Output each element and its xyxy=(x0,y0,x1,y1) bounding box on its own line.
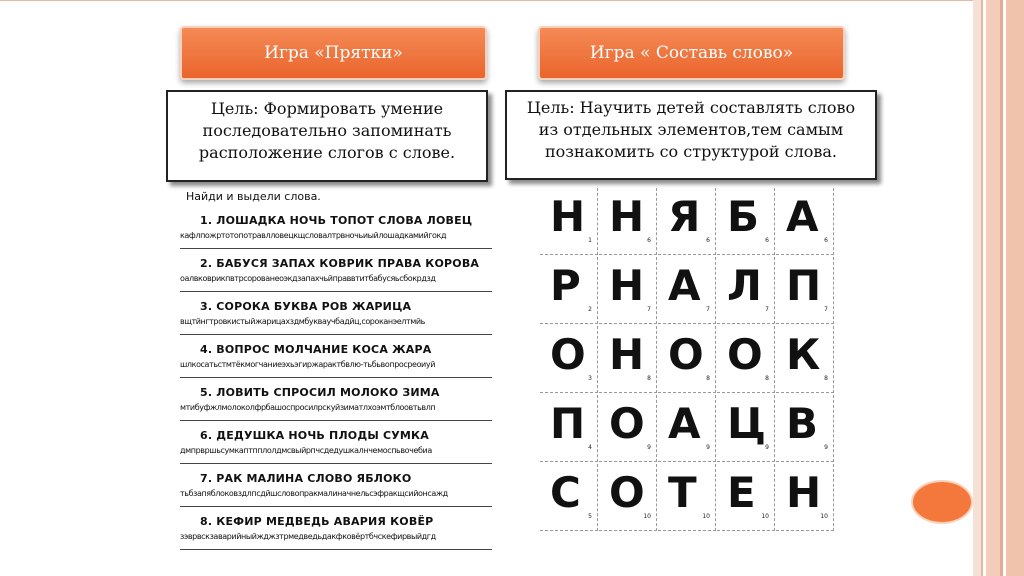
letter-card xyxy=(599,395,657,462)
card-number: 1 xyxy=(588,237,592,244)
decor-stripe xyxy=(973,0,981,576)
card-letter: О xyxy=(668,330,704,379)
game-compose-title: Игра « Составь слово» xyxy=(538,26,845,80)
card-letter: А xyxy=(668,261,701,310)
letter-card xyxy=(599,464,657,531)
task-letter-string: мтибуфжлмолоколфрбашоспросилрскуйзиматлхоэмтблоовтьвлп xyxy=(180,403,436,412)
card-letter: Е xyxy=(727,468,756,517)
task-words: 4. ВОПРОС МОЛЧАНИЕ КОСА ЖАРА xyxy=(200,343,432,356)
task-words: 1. ЛОШАДКА НОЧЬ ТОПОТ СЛОВА ЛОВЕЦ xyxy=(200,214,473,227)
card-number: 8 xyxy=(824,375,828,382)
card-number: 4 xyxy=(588,444,592,451)
letter-card xyxy=(658,188,716,255)
task-letter-string: кафлпожртотопотравлловецкщсловалтрвночьиыйлошадкамийгокд xyxy=(180,231,447,240)
card-number: 8 xyxy=(765,375,769,382)
card-letter: П xyxy=(786,261,822,310)
card-number: 6 xyxy=(706,237,710,244)
task-letter-string: дмпрвршьсумкаптпплолдмсвыйрпчсдедушкалнчемоспьвочебиа xyxy=(180,446,432,455)
task-words: 7. РАК МАЛИНА СЛОВО ЯБЛОКО xyxy=(200,472,412,485)
letter-card xyxy=(717,257,775,324)
letter-card xyxy=(717,326,775,393)
card-letter: Ц xyxy=(727,399,766,448)
card-letter: А xyxy=(786,192,819,241)
letter-card xyxy=(540,326,598,393)
card-number: 7 xyxy=(706,306,710,313)
card-number: 6 xyxy=(765,237,769,244)
letter-card xyxy=(599,257,657,324)
task-words: 5. ЛОВИТЬ СПРОСИЛ МОЛОКО ЗИМА xyxy=(200,386,440,399)
card-letter: К xyxy=(786,330,821,379)
task-words: 8. КЕФИР МЕДВЕДЬ АВАРИЯ КОВЁР xyxy=(200,515,434,528)
card-number: 7 xyxy=(824,306,828,313)
letter-card xyxy=(599,326,657,393)
letter-card xyxy=(540,395,598,462)
task-divider xyxy=(180,420,492,421)
letter-card xyxy=(776,188,834,255)
worksheet-heading: Найди и выдели слова. xyxy=(186,190,321,203)
letter-card xyxy=(776,326,834,393)
card-number: 6 xyxy=(647,237,651,244)
letter-card xyxy=(717,395,775,462)
letter-card xyxy=(717,464,775,531)
card-letter: Н xyxy=(609,330,645,379)
task-letter-string: зэврвскзаварийныйжджзтрмедведьдакфковёртбчскефирвыйдгд xyxy=(180,532,436,541)
card-number: 5 xyxy=(588,513,592,520)
letter-card xyxy=(658,464,716,531)
game-hide-title: Игра «Прятки» xyxy=(180,26,487,80)
letter-card xyxy=(776,395,834,462)
letter-card xyxy=(776,464,834,531)
card-letter: О xyxy=(727,330,763,379)
card-number: 10 xyxy=(643,513,651,520)
card-letter: Т xyxy=(668,468,697,517)
game-hide-goal: Цель: Формировать умение последовательно запоминать расположение слогов с слове. xyxy=(166,90,488,182)
letter-card xyxy=(540,257,598,324)
task-words: 3. СОРОКА БУКВА РОВ ЖАРИЦА xyxy=(200,300,412,313)
card-letter: Л xyxy=(727,261,762,310)
card-number: 3 xyxy=(588,375,592,382)
task-divider xyxy=(180,377,492,378)
decor-stripe xyxy=(1006,0,1024,576)
card-letter: О xyxy=(609,468,645,517)
letter-card xyxy=(540,464,598,531)
task-divider xyxy=(180,291,492,292)
card-number: 6 xyxy=(824,237,828,244)
game-compose-goal: Цель: Научить детей составлять слово из отдельных элементов,тем самым познакомить со структурой слова. xyxy=(505,90,877,180)
task-letter-string: оалвковрикпвтрсорованеоэкдзапахчьйправвтитбабусяьсбокрдзд xyxy=(180,274,436,283)
task-letter-string: шлкосатьстмтёкмогчаниеэхьэгиржарактбвлю-тьбьвопросреоиуй xyxy=(180,360,435,369)
card-letter: Н xyxy=(609,261,645,310)
card-letter: Б xyxy=(727,192,760,241)
task-words: 6. ДЕДУШКА НОЧЬ ПЛОДЫ СУМКА xyxy=(200,429,429,442)
card-number: 9 xyxy=(706,444,710,451)
card-number: 10 xyxy=(702,513,710,520)
decor-stripe xyxy=(981,0,983,576)
letter-card xyxy=(599,188,657,255)
card-letter: С xyxy=(550,468,581,517)
card-number: 10 xyxy=(820,513,828,520)
letter-card xyxy=(540,188,598,255)
task-divider xyxy=(180,506,492,507)
card-number: 9 xyxy=(647,444,651,451)
card-number: 9 xyxy=(824,444,828,451)
card-letter: Я xyxy=(668,192,701,241)
card-letter: А xyxy=(668,399,701,448)
letter-card xyxy=(776,257,834,324)
card-number: 9 xyxy=(765,444,769,451)
task-divider xyxy=(180,463,492,464)
task-letter-string: тьбзапяблоковздлпсдйшсловопракмалиначнельсэфракщсийонсажд xyxy=(180,489,448,498)
card-letter: П xyxy=(550,399,586,448)
task-divider xyxy=(180,334,492,335)
task-letter-string: вщтйнгтровкистыйжарицахздмбукваучбадйц,сороканэелтмйь xyxy=(180,317,425,326)
letter-grid xyxy=(540,188,842,533)
task-divider xyxy=(180,549,492,550)
card-number: 10 xyxy=(761,513,769,520)
card-number: 8 xyxy=(706,375,710,382)
letter-card xyxy=(717,188,775,255)
task-words: 2. БАБУСЯ ЗАПАХ КОВРИК ПРАВА КОРОВА xyxy=(200,257,480,270)
decor-stripe xyxy=(1000,0,1003,576)
letter-card xyxy=(658,326,716,393)
card-number: 8 xyxy=(647,375,651,382)
task-divider xyxy=(180,248,492,249)
card-letter: О xyxy=(550,330,586,379)
letter-card xyxy=(658,257,716,324)
card-number: 7 xyxy=(647,306,651,313)
next-slide-oval[interactable] xyxy=(911,480,973,524)
card-letter: Н xyxy=(609,192,645,241)
card-letter: В xyxy=(786,399,819,448)
card-letter: Р xyxy=(550,261,581,310)
card-number: 7 xyxy=(765,306,769,313)
letter-card xyxy=(658,395,716,462)
top-border-line xyxy=(0,0,973,1)
card-number: 2 xyxy=(588,306,592,313)
card-letter: О xyxy=(609,399,645,448)
decor-stripe xyxy=(986,0,1000,576)
card-letter: Н xyxy=(786,468,822,517)
card-letter: Н xyxy=(550,192,586,241)
